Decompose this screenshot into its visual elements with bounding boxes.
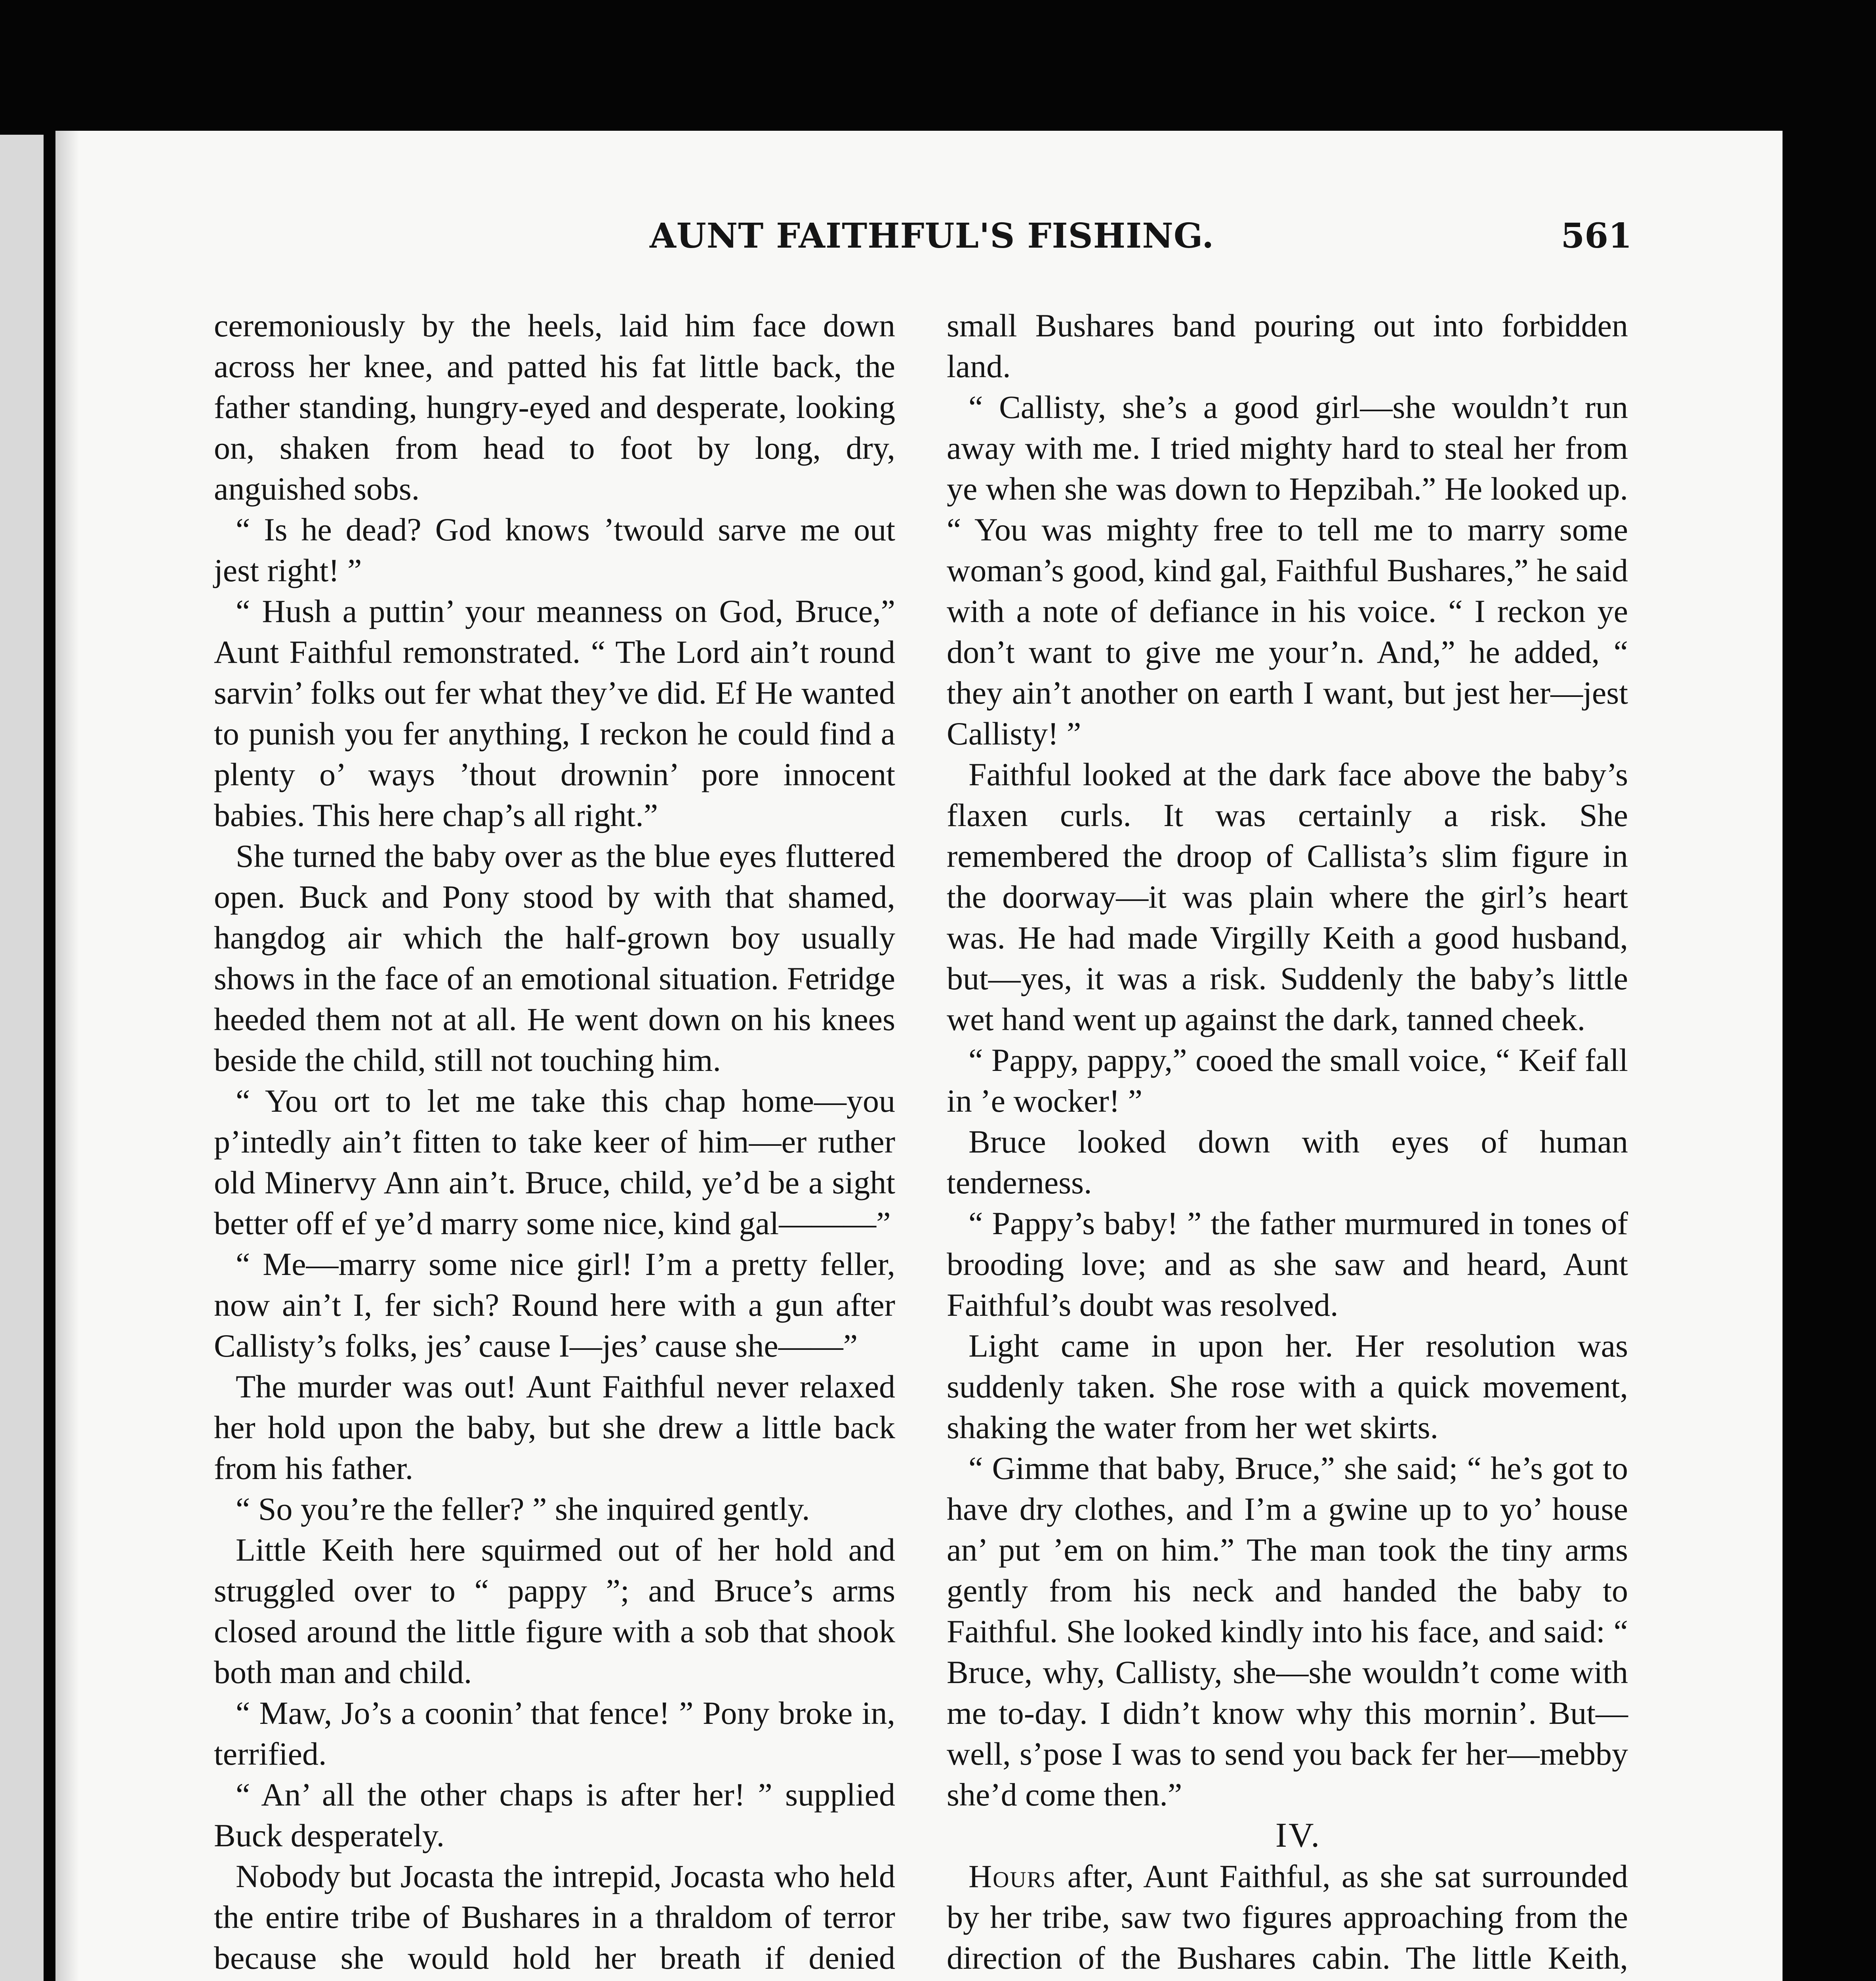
section-opening-paragraph <box>947 1856 1628 1981</box>
paragraph: small Bushares band pouring out into forbidden land. <box>947 307 1628 384</box>
paragraph: Nobody but Jocasta the intrepid, Jocasta who held the entire tribe of Bushares in a thraldom of terror because she would hold her breath if denied <box>214 1858 895 1976</box>
paragraph: “ Me—marry some nice girl! I’m a pretty feller, now ain’t I, fer sich? Round here with a gun after Callisty’s folks, jes’ cause I—jes’ cause she——” <box>214 1246 895 1364</box>
running-title: AUNT FAITHFUL'S FISHING. <box>650 216 1214 256</box>
paragraph: “ An’ all the other chaps is after her! ” supplied Buck desperately. <box>214 1777 895 1853</box>
paragraph: “ Is he dead? God knows ’twould sarve me out jest right! ” <box>214 511 895 588</box>
left-column <box>214 305 895 1981</box>
paragraph: ceremoniously by the heels, laid him face down across her knee, and patted his fat little back, the father standing, hungry-eyed and desperate, looking on, shaken from head to foot by long, dry, anguished sobs. <box>214 307 895 507</box>
paragraph: She turned the baby over as the blue eyes fluttered open. Buck and Pony stood by with that shamed, hangdog air which the half-grown boy usually shows in the face of an emotional situation. Fetridge heeded them not at all. He went down on his knees beside the child, still not touching him. <box>214 838 895 1078</box>
paragraph: “ Pappy, pappy,” cooed the small voice, “ Keif fall in ’e wocker! ” <box>947 1042 1628 1119</box>
paragraph: Little Keith here squirmed out of her hold and struggled over to “ pappy ”; and Bruce’s arms closed around the little figure with a sob that shook both man and child. <box>214 1532 895 1690</box>
book-page <box>55 131 1783 1981</box>
small-caps-opening: Hours <box>969 1858 1056 1894</box>
paragraph: Light came in upon her. Her resolution was suddenly taken. She rose with a quick movement, shaking the water from her wet skirts. <box>947 1328 1628 1445</box>
paragraph: “ Hush a puttin’ your meanness on God, Bruce,” Aunt Faithful remonstrated. “ The Lord ain’t round sarvin’ folks out fer what they’ve did. Ef He wanted to punish you fer anything, I reckon he could find a plenty o’ ways ’thout drownin’ pore innocent babies. This here chap’s all right.” <box>214 593 895 833</box>
facing-page-edge <box>0 135 44 1981</box>
paragraph: The murder was out! Aunt Faithful never relaxed her hold upon the baby, but she drew a little back from his father. <box>214 1368 895 1486</box>
paragraph: Faithful looked at the dark face above the baby’s flaxen curls. It was certainly a risk. She remembered the droop of Callista’s slim figure in the doorway—it was plain where the girl’s heart was. He had made Virgilly Keith a good husband, but—yes, it was a risk. Suddenly the baby’s little wet hand went up against the dark, tanned cheek. <box>947 756 1628 1037</box>
right-column <box>947 305 1628 1981</box>
paragraph: “ Gimme that baby, Bruce,” she said; “ he’s got to have dry clothes, and I’m a gwine up to yo’ house an’ put ’em on him.” The man took the tiny arms gently from his neck and handed the baby to Faithful. She looked kindly into his face, and said: “ Bruce, why, Callisty, she—she wouldn’t come with me to-day. I didn’t know why this mornin’. But—well, s’pose I was to send you back fer her—mebby she’d come then.” <box>947 1450 1628 1813</box>
page-number: 561 <box>1561 216 1632 256</box>
paragraph: “ Callisty, she’s a good girl—she wouldn’t run away with me. I tried mighty hard to steal her from ye when she was down to Hepzibah.” He looked up. “ You was mighty free to tell me to marry some woman’s good, kind gal, Faithful Bushares,” he said with a note of defiance in his voice. “ I reckon ye don’t want to give me your’n. And,” he added, “ they ain’t another on earth I want, but jest her—jest Callisty! ” <box>947 389 1628 752</box>
paragraph: “ You ort to let me take this chap home—you p’intedly ain’t fitten to take keer of him—er ruther old Minervy Ann ain’t. Bruce, child, ye’d be a sight better off ef ye’d marry some nice, kind gal———” <box>214 1083 895 1241</box>
opening-text: after, Aunt Faithful, as she sat surrounded by her tribe, saw two figures approaching from the direction of the Bushares cabin. The little Keith, <box>947 1858 1628 1976</box>
section-heading: IV. <box>1275 1816 1321 1855</box>
paragraph: “ Pappy’s baby! ” the father murmured in tones of brooding love; and as she saw and heard, Aunt Faithful’s doubt was resolved. <box>947 1205 1628 1323</box>
paragraph: “ Maw, Jo’s a coonin’ that fence! ” Pony broke in, terrified. <box>214 1695 895 1772</box>
paragraph: “ So you’re the feller? ” she inquired gently. <box>236 1491 810 1527</box>
paragraph: Bruce looked down with eyes of human tenderness. <box>947 1124 1628 1200</box>
